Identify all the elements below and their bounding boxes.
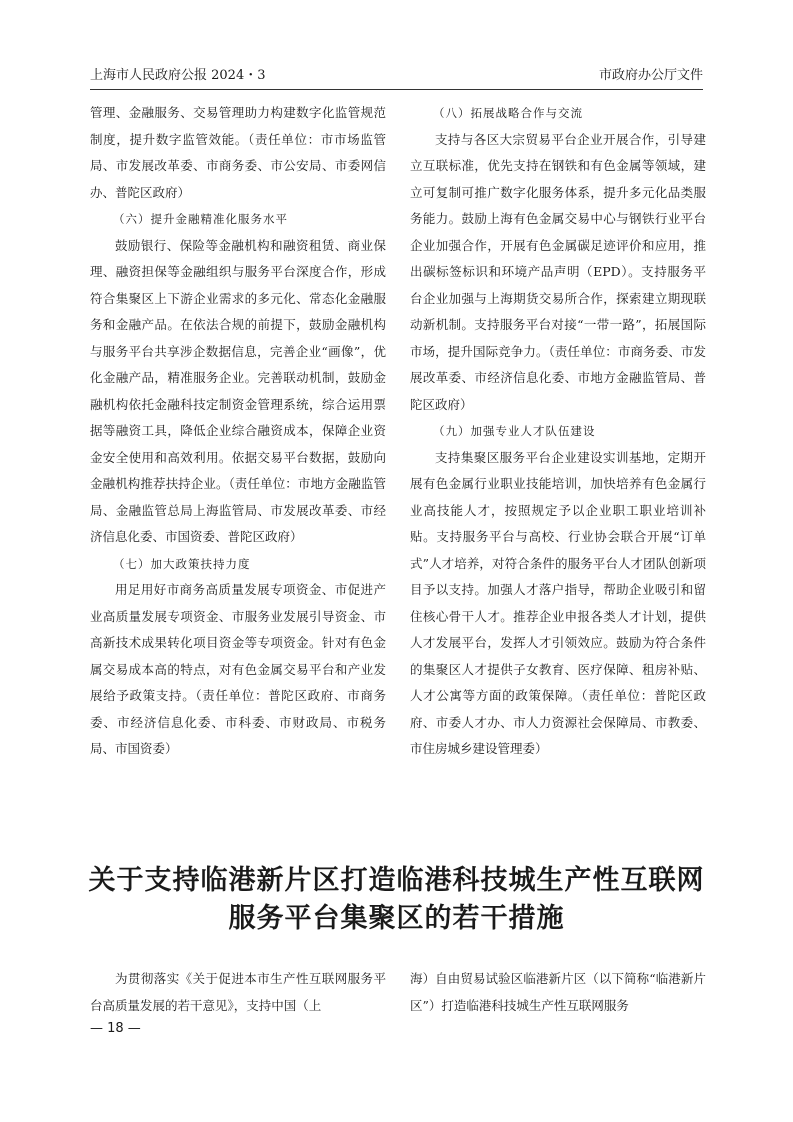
header-rule [90, 89, 703, 90]
paragraph-9: 支持集聚区服务平台企业建设实训基地，定期开展有色金属行业职业技能培训，加快培养有色金属行业高技能人才，按照规定予以企业职工职业培训补贴。支持服务平台与高校、行业协会联合开展“订单式”人才培养，对符合条件的服务平台人才团队创新项目予以支持。加强人才落户指导，帮助企业吸引和留住核心骨干人才。推荐企业申报各类人才计划，提供人才发展平台，发挥人才引领效应。鼓励为符合条件的集聚区人才提供子女教育、医疗保障、租房补贴、人才公寓等方面的政策保障。（责任单位：普陀区政府、市委人才办、市人力资源社会保障局、市教委、市住房城乡建设管理委） [410, 449, 706, 756]
title-line-2: 服务平台集聚区的若干措施 [228, 903, 565, 934]
paragraph-7: 用足用好市商务高质量发展专项资金、市促进产业高质量发展专项资金、市服务业发展引导资金、市高新技术成果转化项目资金等专项资金。针对有色金属交易成本高的特点，对有色金属交易平台和产业发展给予政策支持。（责任单位：普陀区政府、市商务委、市经济信息化委、市科委、市财政局、市税务局、市国资委） [90, 582, 386, 756]
paragraph-8: 支持与各区大宗贸易平台企业开展合作，引导建立互联标准，优先支持在钢铁和有色金属等领域，建立可复制可推广数字化服务体系，提升多元化品类服务能力。鼓励上海有色金属交易中心与钢铁行业平台企业加强合作，开展有色金属碳足迹评价和应用，推出碳标签标识和环境产品声明（EPD）。支持服务平台企业加强与上海期货交易所合作，探索建立期现联动新机制。支持服务平台对接“一带一路”，拓展国际市场，提升国际竞争力。（责任单位：市商务委、市发展改革委、市经济信息化委、市地方金融监管局、普陀区政府） [410, 131, 706, 412]
document-title [70, 862, 723, 938]
paragraph-6: 鼓励银行、保险等金融机构和融资租赁、商业保理、融资担保等金融组织与服务平台深度合作，形成符合集聚区上下游企业需求的多元化、常态化金融服务和金融产品。在依法合规的前提下，鼓励金融机构与服务平台共享涉企数据信息，完善企业“画像”，优化金融产品，精准服务企业。完善联动机制，鼓励金融机构依托金融科技定制资金管理系统，综合运用票据等融资工具，降低企业综合融资成本，保障企业资金安全使用和高效利用。依据交易平台数据，鼓励向金融机构推荐扶持企业。（责任单位：市地方金融监管局、金融监管总局上海监管局、市发展改革委、市经济信息化委、市国资委、普陀区政府） [90, 237, 386, 544]
intro-left-column [90, 966, 386, 1019]
intro-paragraph-start: 为贯彻落实《关于促进本市生产性互联网服务平台高质量发展的若干意见》，支持中国（上 [90, 971, 386, 1013]
page-number: — 18 — [90, 1021, 141, 1036]
section-heading-7: （七）加大政策扶持力度 [113, 556, 251, 571]
title-line-1: 关于支持临港新片区打造临港科技城生产性互联网 [88, 865, 705, 896]
right-column [410, 100, 706, 763]
paragraph-continued: 管理、金融服务、交易管理助力构建数字化监管规范制度，提升数字监管效能。（责任单位：市市场监管局、市发展改革委、市商务委、市公安局、市委网信办、普陀区政府） [90, 105, 386, 200]
section-heading-6: （六）提升金融精准化服务水平 [113, 212, 288, 226]
left-column [90, 100, 386, 763]
section-heading-8: （八）拓展战略合作与交流 [433, 106, 583, 120]
section-heading-9: （九）加强专业人才队伍建设 [433, 424, 596, 438]
header-section: 市政府办公厅文件 [598, 68, 703, 83]
page-header [90, 64, 703, 86]
intro-paragraph-continued: 海）自由贸易试验区临港新片区（以下简称“临港新片区”）打造临港科技城生产性互联网服务 [410, 971, 706, 1013]
intro-right-column [410, 966, 706, 1019]
header-publication: 上海市人民政府公报 2024・3 [90, 68, 266, 83]
